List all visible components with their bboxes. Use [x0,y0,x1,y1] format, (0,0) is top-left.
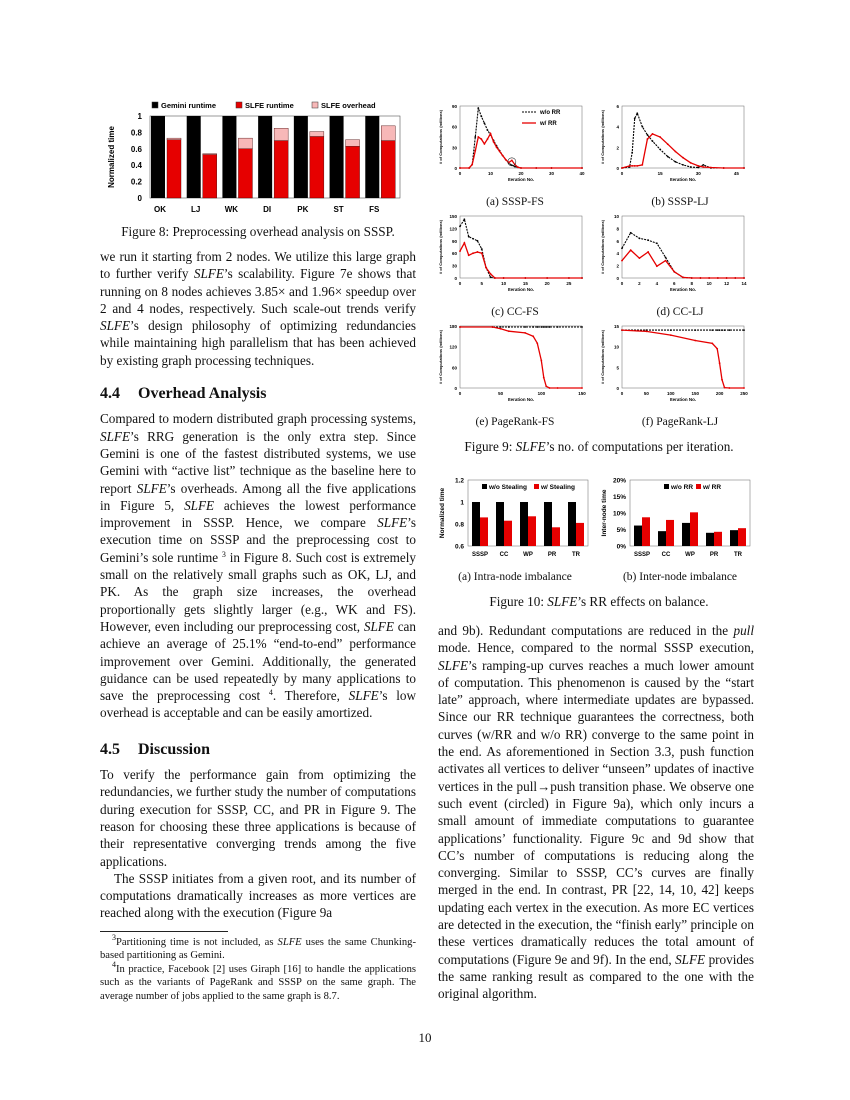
figure-10 [434,470,764,570]
legend-swatch [312,102,318,108]
svg-text:CC: CC [661,552,671,558]
svg-text:15: 15 [657,171,663,176]
svg-text:# of Computations (millions): # of Computations (millions) [600,110,605,164]
svg-text:8: 8 [616,226,619,232]
svg-text:30: 30 [451,145,457,151]
svg-text:w/o Stealing: w/o Stealing [489,484,527,491]
svg-text:100: 100 [667,391,675,396]
svg-text:0: 0 [616,386,619,391]
svg-text:6: 6 [616,104,619,109]
svg-text:120: 120 [449,226,457,232]
subcaption-9a: (a) SSSP-FS [486,196,544,208]
svg-text:20%: 20% [612,477,626,485]
svg-text:w/o RR: w/o RR [540,110,561,116]
svg-text:10: 10 [613,344,619,350]
svg-text:DI: DI [263,205,272,214]
svg-text:60: 60 [451,251,457,257]
svg-text:TR: TR [572,552,580,558]
svg-text:WK: WK [224,205,239,214]
svg-text:4: 4 [616,124,619,130]
section-heading-4-4 [100,385,416,402]
svg-text:0.4: 0.4 [130,161,142,171]
svg-text:Iteration No.: Iteration No. [507,287,535,292]
svg-text:0: 0 [616,276,619,281]
svg-text:30: 30 [451,263,457,269]
svg-text:0%: 0% [616,543,626,551]
svg-text:Normalized time: Normalized time [439,487,446,539]
caption-label: Figure 9: [464,439,516,454]
subcaption-9f: (f) PageRank-LJ [641,416,719,428]
svg-text:# of Computations (millions): # of Computations (millions) [438,330,443,384]
svg-text:90: 90 [451,104,457,109]
figure-9-charts [434,98,764,428]
svg-text:200: 200 [715,391,724,396]
svg-text:250: 250 [740,391,748,396]
section-title: Discussion [138,740,211,758]
bar-chart-1 [439,478,588,559]
section-number: 4.4 [100,385,120,403]
svg-text:4: 4 [655,281,659,286]
svg-text:SSSP: SSSP [471,552,489,558]
paragraph: and 9b). Redundant computations are reduced in the pull mode. Hence, compared to the normal SSSP execution, SLFE’s ramping-up curves reaches a much lower amount of computation. This phenomenon is caused by the “start late” approach, where intermediate updates are bypassed. Since our RR technique guarantees the correctness, both curves (w/RR and w/o RR) converge to the same point in the end. As aforementioned in Section 3.3, push function activates all vertices to deliver “unseen” updates of inactive vertices in the pull→push transition phase. We observe one such event (circled) in Figure 9a), which only incurs a small amount of immediate computations to guarantee applications’ functionality. Figure 9c and 9d show that CC’s number of computations is reducing along the converging. Similar to SSSP, CC’s curves are finally merged in the end. In contrast, PR [22, 14, 10, 42] keeps updating each vertex in the execution. As more EC vertices are detected in the execution, the “finish early” principle on these vertices dramatically reduces the total amount of computations (Figure 9e and 9f). In the end, SLFE provides the same ranking result as compared to the one with the original algorithm. [438,623,754,1002]
svg-text:0: 0 [620,171,624,176]
svg-text:Iteration No.: Iteration No. [669,287,697,292]
svg-text:10: 10 [501,281,507,286]
svg-text:50: 50 [643,391,649,396]
right-column [438,622,754,1003]
svg-text:SSSP: SSSP [633,552,651,558]
legend-swatch [152,102,158,108]
svg-text:FS: FS [369,205,380,214]
svg-text:20: 20 [544,281,550,286]
subcaption-10b: (b) Inter-node imbalance [622,571,738,583]
svg-text:4: 4 [616,251,619,257]
caption-label: Figure 10: [489,594,548,609]
caption-text: ’s RR effects on balance. [577,594,709,609]
left-column [100,248,416,922]
svg-text:# of Computations (millions): # of Computations (millions) [600,220,605,274]
svg-text:Iteration No.: Iteration No. [669,397,697,402]
svg-text:150: 150 [449,214,457,219]
svg-text:6: 6 [616,238,619,244]
svg-text:100: 100 [537,391,546,396]
chart-3 [438,214,583,292]
svg-text:0.2: 0.2 [130,177,142,187]
svg-text:60: 60 [451,365,457,371]
svg-text:15: 15 [522,281,528,286]
svg-text:15: 15 [613,324,619,329]
svg-text:0.8: 0.8 [130,128,142,138]
svg-text:120: 120 [449,344,457,350]
svg-text:10: 10 [706,281,712,286]
svg-text:150: 150 [578,391,586,396]
caption-text: ’s no. of computations per iteration. [545,439,734,454]
paragraph: Compared to modern distributed graph processing systems, SLFE’s RRG generation is the only extra step. Since Gemini is one of the fastest distributed systems, we use Gemini with “active list” technique as the baseline here to report SLFE’s overheads. Among all the five applications in Figure 5, SLFE achieves the lowest performance improvement in SSSP. Hence, we compare SLFE’s execution time on SSSP and the preprocessing cost to Gemini’s sole runtime $^3$ in Figure 8. Such cost is extremely small on the relatively small graphs such as OK, LJ, and PK. As the graph size increases, the overhead proportionally gets slightly larger (e.g., WK and FS). However, even including our preprocessing cost, SLFE can achieve an average of 25.1% “end-to-end” performance improvement over Gemini. Additionally, the generated guidance can be used repeatedly by many applications to save the preprocessing cost $^4$. Therefore, SLFE’s low overhead is acceptable and can be easily amortized. [100,411,416,721]
svg-text:1.2: 1.2 [454,477,464,485]
caption-system-name: SLFE [515,439,546,454]
paragraph: To verify the performance gain from optimizing the redundancies, we further study the number of computations during execution for SSSP, CC, and PR in Figure 9. The reason for choosing these three applications is because of their representative converging trends among the five applications. [100,767,416,869]
svg-text:0.8: 0.8 [454,521,464,529]
svg-text:1: 1 [137,112,142,121]
svg-text:0: 0 [454,386,457,391]
svg-text:Iteration No.: Iteration No. [507,397,535,402]
subcaption-10a: (a) Intra-node imbalance [458,571,572,583]
svg-text:30: 30 [695,171,701,176]
svg-text:Gemini runtime: Gemini runtime [161,101,217,110]
subcaption-9d: (d) CC-LJ [656,306,704,318]
footnote-4: $^4$In practice, Facebook [2] uses Giraph [16] to handle the applications such as the variants of PageRank and SSSP on the same graph. The average number of jobs applied to the same graph is 8.7. [100,959,416,1002]
paragraph: The SSSP initiates from a given root, and its number of computations dramatically increases as more vertices are reached along with the execution (Figure 9a [100,870,416,921]
svg-text:0: 0 [137,194,142,203]
svg-text:2: 2 [638,281,641,286]
figure-10-caption [434,594,764,610]
svg-text:1: 1 [460,499,464,507]
svg-text:w/ RR: w/ RR [703,484,722,491]
svg-text:60: 60 [451,124,457,130]
caption-system-name: SLFE [547,594,578,609]
svg-text:ST: ST [333,205,344,214]
figure-8-caption: Figure 8: Preprocessing overhead analysis on SSSP. [121,224,395,239]
figure-8 [100,98,410,220]
svg-text:180: 180 [449,324,457,329]
subcaption-9b: (b) SSSP-LJ [651,196,709,208]
svg-text:10%: 10% [612,510,626,518]
svg-text:15%: 15% [612,494,626,501]
footnotes [100,933,416,1003]
svg-text:0: 0 [454,166,457,171]
svg-text:8: 8 [690,281,693,286]
svg-text:SLFE overhead: SLFE overhead [321,101,376,110]
svg-text:PK: PK [297,205,309,214]
svg-text:5: 5 [480,281,484,286]
svg-text:10: 10 [487,171,494,176]
svg-text:90: 90 [451,238,457,244]
svg-text:# of Computations (millions): # of Computations (millions) [600,330,605,384]
chart-6 [600,324,748,402]
svg-text:30: 30 [548,171,555,176]
svg-text:2: 2 [616,145,619,151]
section-title: Overhead Analysis [138,385,267,403]
svg-text:Inter-node time: Inter-node time [601,489,608,537]
svg-text:0.6: 0.6 [454,543,464,551]
paragraph: we run it starting from 2 nodes. We utilize this large graph to further verify SLFE’s scalability. Figure 7e shows that running on 8 nodes achieves 3.85× and 1.96× speedup over 2 and 4 nodes, respectively. Such scale-out trends verify SLFE’s design philosophy of optimizing redundancies while maintaining high parallelism that has been achieved by existing graph processing techniques. [100,249,417,368]
page-number: 10 [418,1030,432,1045]
svg-text:0: 0 [454,276,457,281]
svg-text:CC: CC [499,552,509,558]
figure-9 [434,98,764,428]
svg-text:Normalized time: Normalized time [107,126,116,188]
svg-text:0: 0 [458,281,462,286]
footnote-rule [100,931,228,932]
figure-9-caption [434,439,764,455]
svg-text:OK: OK [154,205,166,214]
chart-4 [600,214,747,292]
svg-text:5%: 5% [616,527,626,534]
svg-text:# of Computations (millions): # of Computations (millions) [438,220,443,274]
svg-text:WP: WP [685,552,695,558]
svg-text:150: 150 [691,391,699,396]
svg-text:TR: TR [734,552,742,558]
section-heading-4-5 [100,741,416,758]
chart-5 [438,324,586,402]
svg-text:SLFE runtime: SLFE runtime [245,101,294,110]
svg-text:0: 0 [458,391,462,396]
svg-text:w/ Stealing: w/ Stealing [541,484,575,491]
subcaption-9c: (c) CC-FS [491,306,539,318]
svg-text:Iteration No.: Iteration No. [669,177,697,182]
svg-text:WP: WP [523,552,533,558]
svg-text:2: 2 [616,263,619,269]
svg-text:50: 50 [498,391,504,396]
section-number: 4.5 [100,740,120,758]
svg-text:PR: PR [709,552,719,558]
bar-chart-2 [601,478,750,559]
svg-text:6: 6 [673,281,676,286]
svg-text:# of Computations (millions): # of Computations (millions) [438,110,443,164]
svg-text:40: 40 [579,171,585,176]
chart-2 [600,104,745,182]
svg-text:0: 0 [620,391,624,396]
footnote-3: $^3$Partitioning time is not included, as SLFE uses the same Chunking-based partitioning as Gemini. [100,933,416,962]
svg-text:0.6: 0.6 [130,144,142,154]
svg-text:5: 5 [616,365,619,371]
svg-text:0: 0 [616,166,619,171]
subcaption-9e: (e) PageRank-FS [475,416,555,428]
chart-1 [438,104,585,182]
svg-text:14: 14 [741,281,747,286]
svg-text:20: 20 [518,171,524,176]
svg-text:w/ RR: w/ RR [540,121,557,127]
svg-text:0: 0 [620,281,624,286]
svg-text:10: 10 [613,214,619,219]
svg-text:25: 25 [566,281,572,286]
svg-text:PR: PR [547,552,557,558]
svg-text:12: 12 [724,281,730,286]
figure-10-charts [434,470,764,570]
svg-text:w/o RR: w/o RR [671,484,694,491]
figure-8-chart [100,98,410,220]
svg-text:Iteration No.: Iteration No. [507,177,535,182]
legend-swatch [236,102,242,108]
svg-text:0: 0 [458,171,462,176]
svg-text:LJ: LJ [191,205,201,214]
svg-text:45: 45 [733,171,739,176]
